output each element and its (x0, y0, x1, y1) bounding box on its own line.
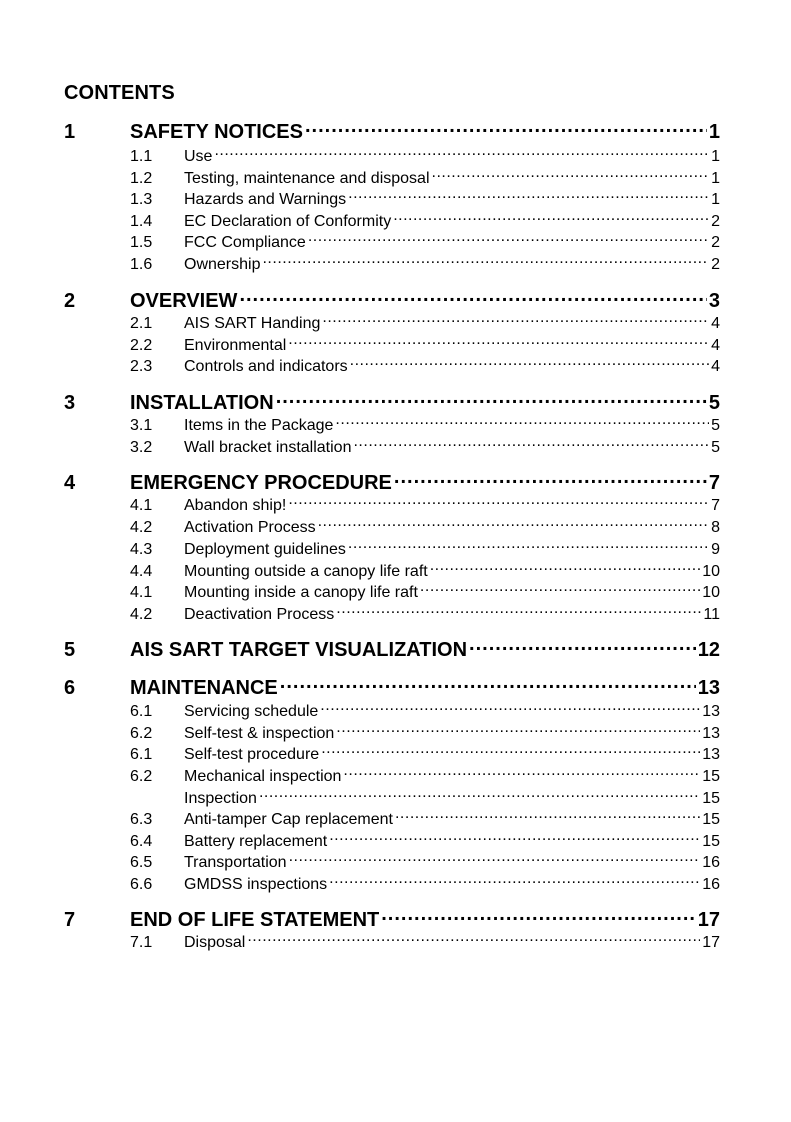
chapter-page: 12 (697, 639, 720, 661)
section-title: Mounting inside a canopy life raft (184, 584, 418, 601)
dot-leader (329, 830, 700, 846)
section-title: Hazards and Warnings (184, 191, 347, 208)
chapter-number: 1 (64, 121, 76, 143)
toc-section-6-5[interactable] (64, 787, 720, 809)
section-title: Transportation (184, 854, 287, 871)
toc-section-3-1[interactable] (64, 414, 720, 436)
section-page: 10 (702, 562, 720, 580)
section-page: 13 (702, 724, 720, 742)
chapter-title: SAFETY NOTICES (130, 121, 303, 143)
section-page: 4 (711, 336, 720, 354)
section-title: Self-test & inspection (184, 724, 335, 742)
dot-leader (393, 210, 709, 226)
dot-leader (430, 560, 701, 576)
section-page: 10 (702, 584, 720, 601)
toc-section-1-3[interactable] (64, 188, 720, 210)
contents-heading: CONTENTS (64, 82, 175, 104)
section-page: 4 (711, 358, 720, 375)
section-title: Battery replacement (184, 832, 328, 850)
section-number: 1.3 (130, 191, 153, 208)
section-number: 6.2 (130, 724, 153, 742)
toc-section-4-6[interactable] (64, 603, 720, 625)
toc-section-1-1[interactable] (64, 145, 720, 167)
chapter-number: 3 (64, 392, 76, 414)
section-page: 7 (711, 497, 720, 514)
section-page: 16 (702, 875, 720, 893)
toc-section-1-5[interactable] (64, 231, 720, 253)
section-number: 6.1 (130, 746, 153, 763)
section-number: 6.6 (130, 875, 153, 893)
section-page: 2 (711, 255, 720, 273)
section-number: 1.6 (130, 255, 153, 273)
chapter-title: INSTALLATION (130, 392, 274, 414)
section-title: Mechanical inspection (184, 767, 342, 785)
toc-section-4-3[interactable] (64, 538, 720, 560)
section-title: Wall bracket installation (184, 438, 352, 456)
chapter-number: 5 (64, 639, 76, 661)
section-title: Servicing schedule (184, 703, 319, 720)
section-title: Disposal (184, 934, 246, 951)
section-number: 4.1 (130, 497, 153, 514)
toc-section-4-1[interactable] (64, 494, 720, 516)
toc-section-1-6[interactable] (64, 253, 720, 275)
dot-leader (239, 287, 706, 307)
toc-section-6-1[interactable] (64, 700, 720, 722)
toc-section-6-9[interactable] (64, 873, 720, 895)
section-page: 1 (711, 169, 720, 187)
section-page: 15 (702, 832, 720, 850)
chapter-page: 17 (697, 909, 720, 931)
section-title: Items in the Package (184, 417, 334, 434)
section-number: 4.4 (130, 562, 153, 580)
section-number: 2.2 (130, 336, 153, 354)
toc-chapter-2[interactable] (64, 287, 720, 313)
section-title: Abandon ship! (184, 497, 287, 514)
toc-chapter-7[interactable] (64, 906, 720, 932)
section-title: Controls and indicators (184, 358, 348, 375)
chapter-title: AIS SART TARGET VISUALIZATION (130, 639, 468, 661)
toc-section-2-3[interactable] (64, 355, 720, 377)
dot-leader (343, 765, 700, 781)
toc-chapter-4[interactable] (64, 469, 720, 495)
dot-leader (381, 906, 696, 926)
section-page: 15 (702, 789, 720, 807)
section-number: 4.2 (130, 519, 153, 536)
section-page: 5 (711, 438, 720, 456)
chapter-title: EMERGENCY PROCEDURE (130, 472, 392, 494)
section-title: EC Declaration of Conformity (184, 212, 392, 230)
section-page: 5 (711, 417, 720, 434)
dot-leader (247, 931, 700, 947)
dot-leader (420, 581, 700, 597)
section-page: 13 (702, 703, 720, 720)
section-page: 2 (711, 212, 720, 230)
dot-leader (322, 312, 709, 328)
toc-section-7-1[interactable] (64, 931, 720, 953)
section-title: Self-test procedure (184, 746, 320, 763)
section-number: 1.4 (130, 212, 153, 230)
section-number: 6.1 (130, 703, 153, 720)
section-title: Anti-tamper Cap replacement (184, 811, 393, 828)
dot-leader (353, 436, 709, 452)
dot-leader (394, 469, 707, 489)
toc-section-6-3[interactable] (64, 743, 720, 765)
section-page: 15 (702, 811, 720, 828)
dot-leader (320, 700, 700, 716)
chapter-number: 6 (64, 677, 76, 699)
chapter-number: 2 (64, 290, 76, 312)
chapter-page: 13 (697, 677, 720, 699)
section-title: AIS SART Handing (184, 315, 321, 332)
section-number: 1.2 (130, 169, 153, 187)
toc-section-6-7[interactable] (64, 830, 720, 852)
dot-leader (305, 118, 707, 138)
chapter-number: 7 (64, 909, 76, 931)
dot-leader (469, 636, 696, 656)
dot-leader (336, 722, 700, 738)
section-number: 4.3 (130, 541, 153, 558)
toc-section-1-4[interactable] (64, 210, 720, 232)
section-number: 4.2 (130, 606, 153, 623)
section-title: Environmental (184, 336, 287, 354)
toc-chapter-5[interactable] (64, 636, 720, 662)
dot-leader (289, 851, 701, 867)
toc-section-6-6[interactable] (64, 808, 720, 830)
section-page: 11 (703, 606, 720, 623)
section-title: Inspection (184, 789, 257, 807)
dot-leader (348, 538, 709, 554)
toc-section-2-2[interactable] (64, 334, 720, 356)
toc-section-3-2[interactable] (64, 436, 720, 458)
section-number: 1.5 (130, 234, 153, 251)
dot-leader (348, 188, 709, 204)
chapter-page: 3 (708, 290, 720, 312)
section-number: 2.3 (130, 358, 153, 375)
toc-chapter-1[interactable] (64, 118, 720, 144)
dot-leader (259, 787, 700, 803)
section-title: Use (184, 148, 213, 165)
dot-leader (432, 167, 710, 183)
dot-leader (288, 334, 709, 350)
section-number: 7.1 (130, 934, 153, 951)
toc-section-1-2[interactable] (64, 167, 720, 189)
section-page: 1 (711, 148, 720, 165)
section-page: 16 (702, 854, 720, 871)
section-number: 6.3 (130, 811, 153, 828)
section-title: Testing, maintenance and disposal (184, 169, 430, 187)
section-number: 6.4 (130, 832, 153, 850)
dot-leader (350, 355, 709, 371)
dot-leader (288, 494, 709, 510)
chapter-title: OVERVIEW (130, 290, 238, 312)
section-page: 9 (711, 541, 720, 558)
toc-chapter-6[interactable] (64, 674, 720, 700)
section-page: 8 (711, 519, 720, 536)
section-title: FCC Compliance (184, 234, 306, 251)
section-page: 1 (711, 191, 720, 208)
section-page: 2 (711, 234, 720, 251)
toc-chapter-3[interactable] (64, 389, 720, 415)
section-title: Ownership (184, 255, 261, 273)
dot-leader (321, 743, 700, 759)
dot-leader (395, 808, 700, 824)
chapter-page: 7 (708, 472, 720, 494)
dot-leader (276, 389, 707, 409)
toc-section-4-5[interactable] (64, 581, 720, 603)
dot-leader (280, 674, 696, 694)
toc-section-4-4[interactable] (64, 560, 720, 582)
toc-section-6-2[interactable] (64, 722, 720, 744)
dot-leader (336, 603, 701, 619)
section-title: Activation Process (184, 519, 316, 536)
section-page: 4 (711, 315, 720, 332)
toc-section-6-4[interactable] (64, 765, 720, 787)
toc-section-2-1[interactable] (64, 312, 720, 334)
dot-leader (335, 414, 709, 430)
section-page: 15 (702, 767, 720, 785)
chapter-number: 4 (64, 472, 76, 494)
dot-leader (308, 231, 709, 247)
section-number: 4.1 (130, 584, 153, 601)
section-number: 6.5 (130, 854, 153, 871)
dot-leader (214, 145, 709, 161)
chapter-title: MAINTENANCE (130, 677, 278, 699)
chapter-title: END OF LIFE STATEMENT (130, 909, 380, 931)
section-page: 13 (702, 746, 720, 763)
section-number: 3.1 (130, 417, 153, 434)
section-page: 17 (702, 934, 720, 951)
section-title: Mounting outside a canopy life raft (184, 562, 428, 580)
chapter-page: 5 (708, 392, 720, 414)
section-title: Deactivation Process (184, 606, 335, 623)
section-number: 6.2 (130, 767, 153, 785)
dot-leader (318, 516, 709, 532)
toc-section-4-2[interactable] (64, 516, 720, 538)
dot-leader (329, 873, 700, 889)
section-number: 2.1 (130, 315, 153, 332)
toc-section-6-8[interactable] (64, 851, 720, 873)
chapter-page: 1 (708, 121, 720, 143)
section-title: GMDSS inspections (184, 875, 328, 893)
section-title: Deployment guidelines (184, 541, 346, 558)
dot-leader (262, 253, 709, 269)
section-number: 1.1 (130, 148, 153, 165)
section-number: 3.2 (130, 438, 153, 456)
